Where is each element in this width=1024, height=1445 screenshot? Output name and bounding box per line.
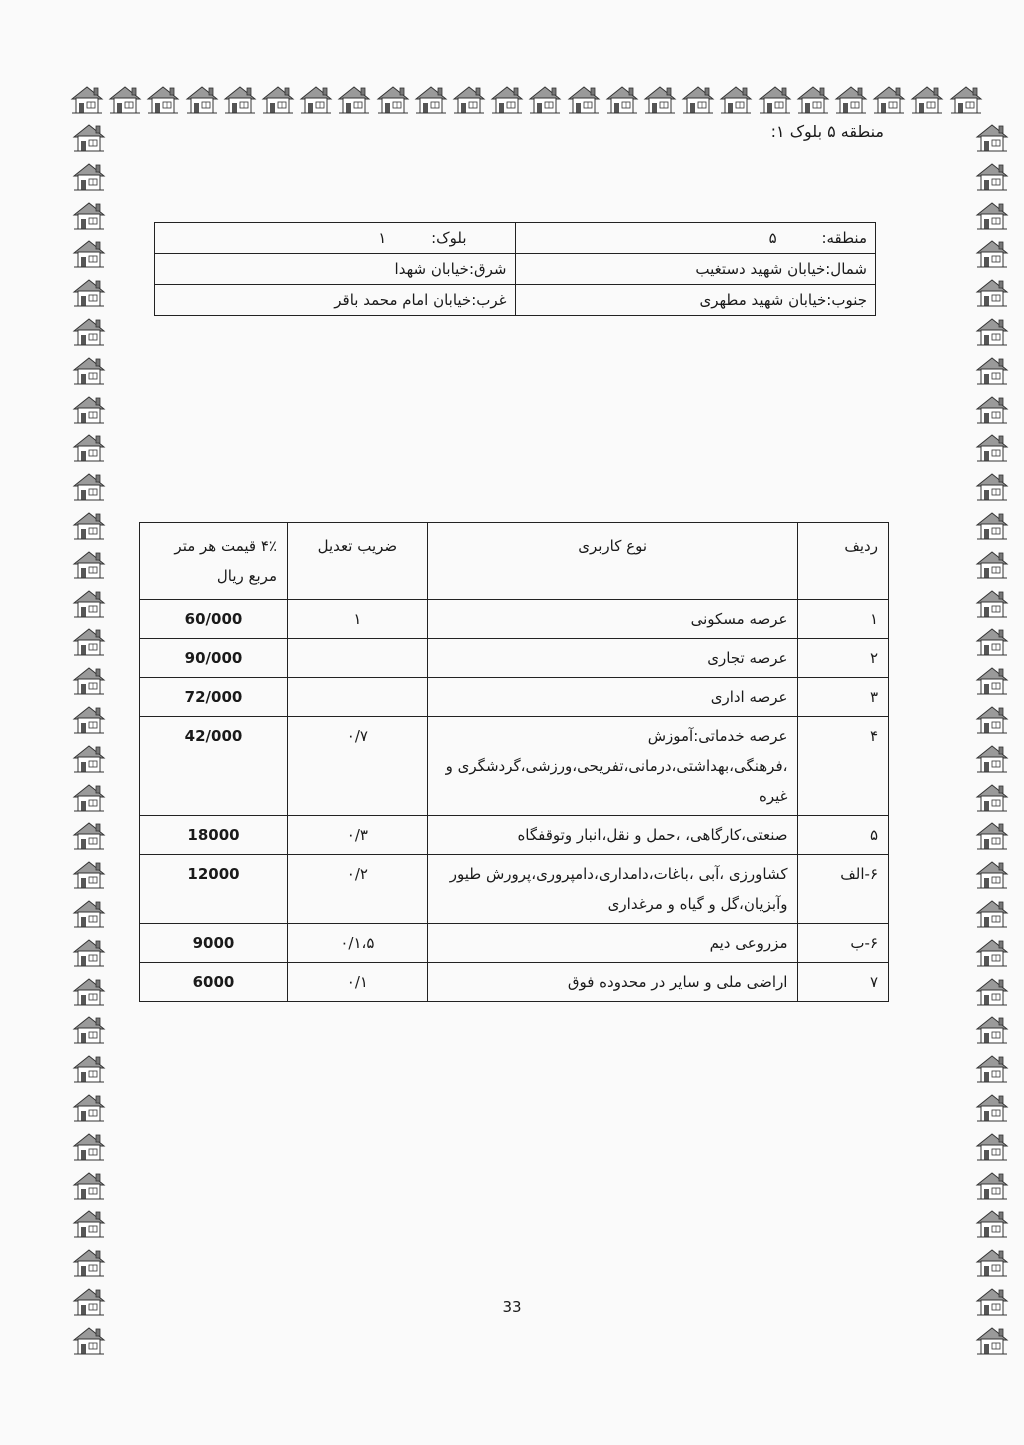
zone-value: ۵ (768, 229, 777, 247)
house-icon (758, 84, 792, 116)
house-icon (72, 626, 106, 658)
house-icon (72, 355, 106, 387)
house-icon (975, 122, 1009, 154)
house-icon (975, 1053, 1009, 1085)
house-icon (72, 588, 106, 620)
house-icon (975, 976, 1009, 1008)
house-icon (975, 665, 1009, 697)
block-info-row-zone (155, 223, 876, 254)
house-icon (72, 898, 106, 930)
zone-cell (515, 223, 876, 254)
house-icon (975, 898, 1009, 930)
house-icon (72, 976, 106, 1008)
house-icon (72, 1014, 106, 1046)
house-icon (72, 122, 106, 154)
house-icon (975, 1014, 1009, 1046)
house-icon (605, 84, 639, 116)
price-per-sqm: 12000 (140, 855, 288, 924)
block-info-row-south-west (155, 285, 876, 316)
house-icon (975, 1325, 1009, 1357)
house-icon (72, 510, 106, 542)
house-icon (72, 859, 106, 891)
house-icon (72, 277, 106, 309)
house-icon (975, 432, 1009, 464)
house-icon (72, 782, 106, 814)
house-icon (975, 1170, 1009, 1202)
house-icon (975, 238, 1009, 270)
house-icon (72, 1325, 106, 1357)
house-icon (975, 1092, 1009, 1124)
price-per-sqm: 72/000 (140, 678, 288, 717)
house-icon (72, 704, 106, 736)
block-label: بلوک: (431, 229, 467, 247)
house-icon (223, 84, 257, 116)
block-info-table (154, 222, 876, 316)
price-per-sqm: 9000 (140, 924, 288, 963)
adjustment-coefficient: ۰/۱،۵ (287, 924, 427, 963)
south-boundary: جنوب:خیابان شهید مطهری (515, 285, 876, 316)
house-icon (949, 84, 983, 116)
house-icon (872, 84, 906, 116)
house-icon (72, 1053, 106, 1085)
land-use: اراضی ملی و سایر در محدوده فوق (427, 963, 798, 1002)
price-per-sqm: 6000 (140, 963, 288, 1002)
land-use: عرصه مسکونی (427, 600, 798, 639)
adjustment-coefficient: ۱ (287, 600, 427, 639)
house-icon (490, 84, 524, 116)
house-icon (72, 1247, 106, 1279)
land-use: کشاورزی ،آبی ،باغات،دامداری،دامپروری،پرورش طیور وآبزیان،گل و گیاه و مرغداری (427, 855, 798, 924)
price-per-sqm: 42/000 (140, 717, 288, 816)
house-icon (975, 743, 1009, 775)
row-number: ۷ (798, 963, 889, 1002)
house-icon (975, 1247, 1009, 1279)
house-icon (975, 626, 1009, 658)
house-icon (72, 820, 106, 852)
block-cell (155, 223, 516, 254)
table-row (140, 816, 889, 855)
house-icon (72, 394, 106, 426)
house-icon (975, 510, 1009, 542)
house-icon (72, 1092, 106, 1124)
house-icon (72, 1131, 106, 1163)
house-icon (528, 84, 562, 116)
house-icon (72, 161, 106, 193)
house-icon (643, 84, 677, 116)
house-icon (70, 84, 104, 116)
house-icon (975, 316, 1009, 348)
house-icon (796, 84, 830, 116)
table-row (140, 600, 889, 639)
house-icon (975, 820, 1009, 852)
adjustment-coefficient: ۰/۷ (287, 717, 427, 816)
block-info-row-north-east (155, 254, 876, 285)
house-icon (72, 549, 106, 581)
house-icon (72, 665, 106, 697)
house-icon (414, 84, 448, 116)
row-number: ۵ (798, 816, 889, 855)
house-icon (975, 704, 1009, 736)
land-use: صنعتی،کارگاهی، ،حمل و نقل،انبار وتوقفگاه (427, 816, 798, 855)
house-icon (975, 394, 1009, 426)
east-boundary: شرق:خیابان شهدا (155, 254, 516, 285)
header-adjustment-coefficient: ضریب تعدیل (287, 523, 427, 600)
row-number: ۲ (798, 639, 889, 678)
house-icon (975, 471, 1009, 503)
house-icon (719, 84, 753, 116)
table-row (140, 717, 889, 816)
house-icon (72, 471, 106, 503)
house-icon (337, 84, 371, 116)
table-header-row (140, 523, 889, 600)
house-icon (185, 84, 219, 116)
north-boundary: شمال:خیابان شهید دستغیب (515, 254, 876, 285)
house-icon (975, 859, 1009, 891)
house-icon (975, 161, 1009, 193)
house-icon (975, 200, 1009, 232)
house-icon (975, 277, 1009, 309)
block-title: منطقه ۵ بلوک ۱: (770, 122, 884, 141)
house-icon (72, 937, 106, 969)
land-use: مزروعی دیم (427, 924, 798, 963)
house-icon (376, 84, 410, 116)
adjustment-coefficient (287, 678, 427, 717)
house-icon (72, 743, 106, 775)
house-icon (146, 84, 180, 116)
house-icon (834, 84, 868, 116)
header-land-use: نوع کاربری (427, 523, 798, 600)
house-icon (975, 549, 1009, 581)
price-per-sqm: 60/000 (140, 600, 288, 639)
adjustment-coefficient: ۰/۱ (287, 963, 427, 1002)
header-price-per-sqm: ۴٪ قیمت هر متر مربع ریال (140, 523, 288, 600)
house-icon (681, 84, 715, 116)
house-icon (299, 84, 333, 116)
row-number: ۳ (798, 678, 889, 717)
house-icon (975, 588, 1009, 620)
adjustment-coefficient: ۰/۳ (287, 816, 427, 855)
house-icon (975, 782, 1009, 814)
adjustment-coefficient (287, 639, 427, 678)
land-price-table (139, 522, 889, 1002)
land-use: عرصه تجاری (427, 639, 798, 678)
row-number: ۶-ب (798, 924, 889, 963)
house-icon (567, 84, 601, 116)
row-number: ۱ (798, 600, 889, 639)
zone-label: منطقه: (821, 229, 867, 247)
table-row (140, 639, 889, 678)
house-icon (72, 238, 106, 270)
house-icon (72, 200, 106, 232)
house-icon (108, 84, 142, 116)
house-icon (72, 1208, 106, 1240)
house-icon (72, 316, 106, 348)
row-number: ۴ (798, 717, 889, 816)
house-icon (910, 84, 944, 116)
house-icon (261, 84, 295, 116)
adjustment-coefficient: ۰/۲ (287, 855, 427, 924)
block-value: ۱ (378, 229, 387, 247)
house-icon (72, 1170, 106, 1202)
row-number: ۶-الف (798, 855, 889, 924)
west-boundary: غرب:خیابان امام محمد باقر (155, 285, 516, 316)
table-row (140, 855, 889, 924)
price-per-sqm: 18000 (140, 816, 288, 855)
house-icon (975, 355, 1009, 387)
table-row (140, 963, 889, 1002)
house-icon (72, 432, 106, 464)
house-icon (975, 1131, 1009, 1163)
table-row (140, 678, 889, 717)
page-number: 33 (502, 1298, 522, 1316)
house-icon (975, 1208, 1009, 1240)
land-use: عرصه خدماتی:آموزش ،فرهنگی،بهداشتی،درمانی،تفریحی،ورزشی،گردشگری و غیره (427, 717, 798, 816)
price-per-sqm: 90/000 (140, 639, 288, 678)
header-row-number: ردیف (798, 523, 889, 600)
table-row (140, 924, 889, 963)
house-icon (452, 84, 486, 116)
land-use: عرصه اداری (427, 678, 798, 717)
house-icon (975, 937, 1009, 969)
